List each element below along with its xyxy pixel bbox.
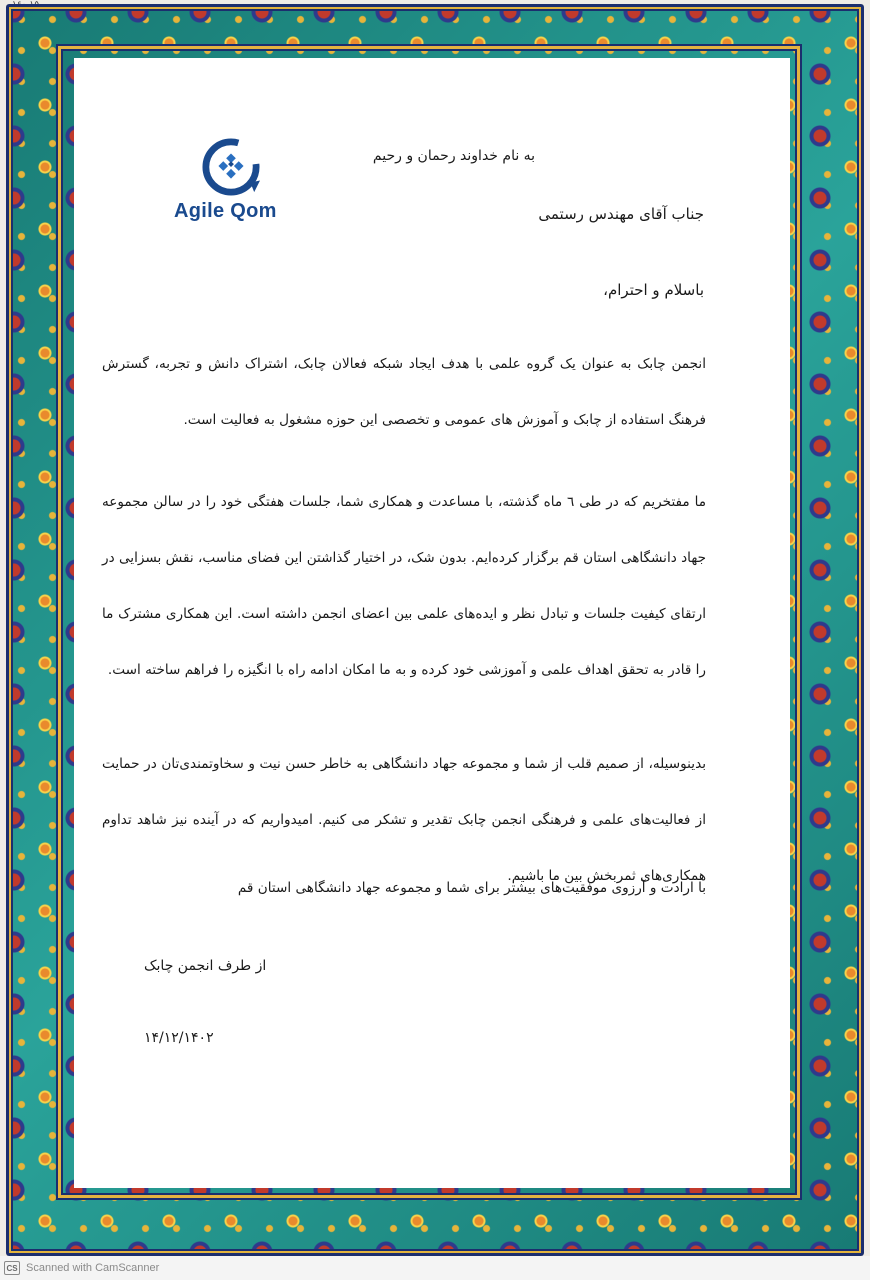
recipient-line: جناب آقای مهندس رستمی [538,205,704,223]
greeting-line: باسلام و احترام، [603,281,704,299]
letter-paper [74,58,790,1188]
closing-line: با ارادت و آرزوی موفقیت‌های بیشتر برای شما و مجموعه جهاد دانشگاهی استان قم [237,880,706,896]
logo-text: Agile Qom [174,200,277,222]
body-paragraph-3: بدینوسیله، از صمیم قلب از شما و مجموعه جهاد دانشگاهی به خاطر حسن نیت و سخاوتمندی‌تان در حمایت از فعالیت‌های علمی و فرهنگی انجمن چابک تقدیر و تشکر می کنیم. امیدواریم که در آینده نیز شاهد تداوم همکاری‌های ثمربخش بین ما باشیم. [102,756,706,884]
scanner-footer [0,1256,870,1280]
body-paragraph-2: ما مفتخریم که در طی ٦ ماه گذشته، با مساعدت و همکاری شما، جلسات هفتگی خود را در سالن مجموعه جهاد دانشگاهی استان قم برگزار کرده‌ایم. بدون شک، در اختیار گذاشتن این فضای مناسب، نقش بسزایی در ارتقای کیفیت جلسات و تبادل نظر و ایده‌های علمی بین اعضای انجمن داشته است. این همکاری مشترک ما را قادر به تحقق اهداف علمی و آموزشی خود کرده و به ما امکان ادامه راه با انگیزه را فراهم ساخته است. [102,494,707,678]
signature-line: از طرف انجمن چابک [144,958,267,974]
logo-icon [202,138,260,196]
bismillah-heading: به نام خداوند رحمان و رحیم [372,148,536,164]
agile-qom-logo [174,138,304,288]
letter-date: ۱۴/۱۲/۱۴۰۲ [144,1030,214,1046]
camscanner-icon: CS [4,1261,20,1275]
body-paragraph-1: انجمن چابک به عنوان یک گروه علمی با هدف ایجاد شبکه فعالان چابک، اشتراک دانش و تجربه، گسترش فرهنگ استفاده از چابک و آموزش های عمومی و تخصصی این حوزه مشغول به فعالیت است. [102,356,706,428]
scanner-watermark-text: Scanned with CamScanner [26,1262,160,1274]
